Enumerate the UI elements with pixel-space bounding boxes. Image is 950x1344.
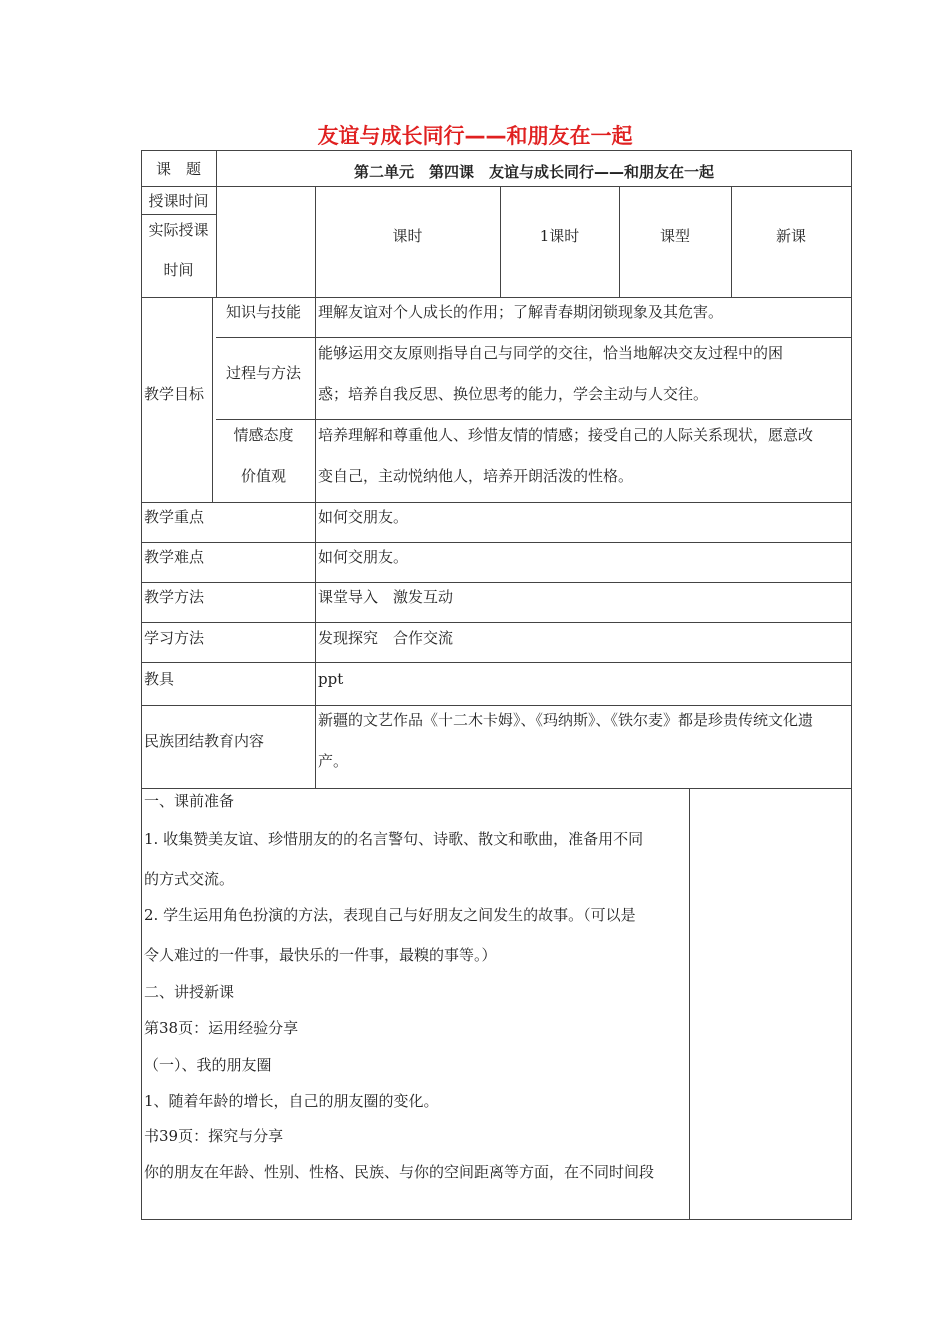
difficulty-label: 教学难点	[144, 548, 205, 566]
teaching-method-value: 课堂导入 激发互动	[318, 588, 454, 606]
ethnic-education-label: 民族团结教育内容	[144, 732, 265, 750]
body-line: 的方式交流。	[144, 870, 235, 888]
teaching-method-label: 教学方法	[144, 588, 205, 606]
ethnic-education-text-2: 产。	[318, 752, 349, 770]
goal-process-label: 过程与方法	[225, 364, 301, 382]
goal-attitude-text-1: 培养理解和尊重他人、珍惜友情的情感；接受自己的人际关系现状，愿意改	[318, 426, 814, 444]
goal-process-text-1: 能够运用交友原则指导自己与同学的交往，恰当地解决交友过程中的困	[318, 344, 784, 362]
body-line: 第38页：运用经验分享	[144, 1019, 299, 1037]
actual-time-label-2: 时间	[163, 261, 194, 279]
goal-knowledge-text: 理解友谊对个人成长的作用；了解青春期闭锁现象及其危害。	[318, 303, 724, 321]
goal-attitude-label-1: 情感态度	[233, 426, 294, 444]
body-line: 你的朋友在年龄、性别、性格、民族、与你的空间距离等方面，在不同时间段	[144, 1163, 655, 1181]
key-point-value: 如何交朋友。	[318, 508, 409, 526]
ethnic-education-text-1: 新疆的文艺作品《十二木卡姆》、《玛纳斯》、《铁尔麦》都是珍贵传统文化遗	[318, 711, 814, 729]
body-line: （一）、我的朋友圈	[144, 1056, 272, 1074]
goal-process-text-2: 惑；培养自我反思、换位思考的能力，学会主动与人交往。	[318, 385, 709, 403]
document-title: 友谊与成长同行——和朋友在一起	[317, 124, 633, 148]
body-line: 书39页：探究与分享	[144, 1127, 284, 1145]
hours-label: 课时	[392, 227, 423, 245]
actual-time-label-1: 实际授课	[148, 221, 209, 239]
body-line: 1. 收集赞美友谊、珍惜朋友的的名言警句、诗歌、散文和歌曲，准备用不同	[144, 830, 644, 848]
difficulty-value: 如何交朋友。	[318, 548, 409, 566]
teaching-aids-label: 教具	[144, 670, 175, 688]
body-line: 一、课前准备	[144, 792, 235, 810]
hours-value: 1课时	[539, 227, 580, 245]
goal-attitude-label-2: 价值观	[240, 467, 286, 485]
learning-method-value: 发现探究 合作交流	[318, 629, 454, 647]
type-value: 新课	[775, 227, 806, 245]
goal-knowledge-label: 知识与技能	[225, 303, 301, 321]
goal-attitude-text-2: 变自己，主动悦纳他人，培养开朗活泼的性格。	[318, 467, 634, 485]
topic-value: 第二单元 第四课 友谊与成长同行——和朋友在一起	[353, 163, 714, 181]
teaching-aids-value: ppt	[318, 670, 344, 688]
type-label: 课型	[659, 227, 690, 245]
time-label: 授课时间	[148, 192, 209, 210]
goals-label: 教学目标	[144, 385, 205, 403]
key-point-label: 教学重点	[144, 508, 205, 526]
topic-label: 课 题	[155, 160, 201, 178]
body-line: 2. 学生运用角色扮演的方法，表现自己与好朋友之间发生的故事。（可以是	[144, 906, 636, 924]
body-line: 二、讲授新课	[144, 983, 235, 1001]
learning-method-label: 学习方法	[144, 629, 205, 647]
body-line: 令人难过的一件事，最快乐的一件事，最糗的事等。）	[144, 946, 497, 964]
body-line: 1、随着年龄的增长，自己的朋友圈的变化。	[144, 1092, 439, 1110]
